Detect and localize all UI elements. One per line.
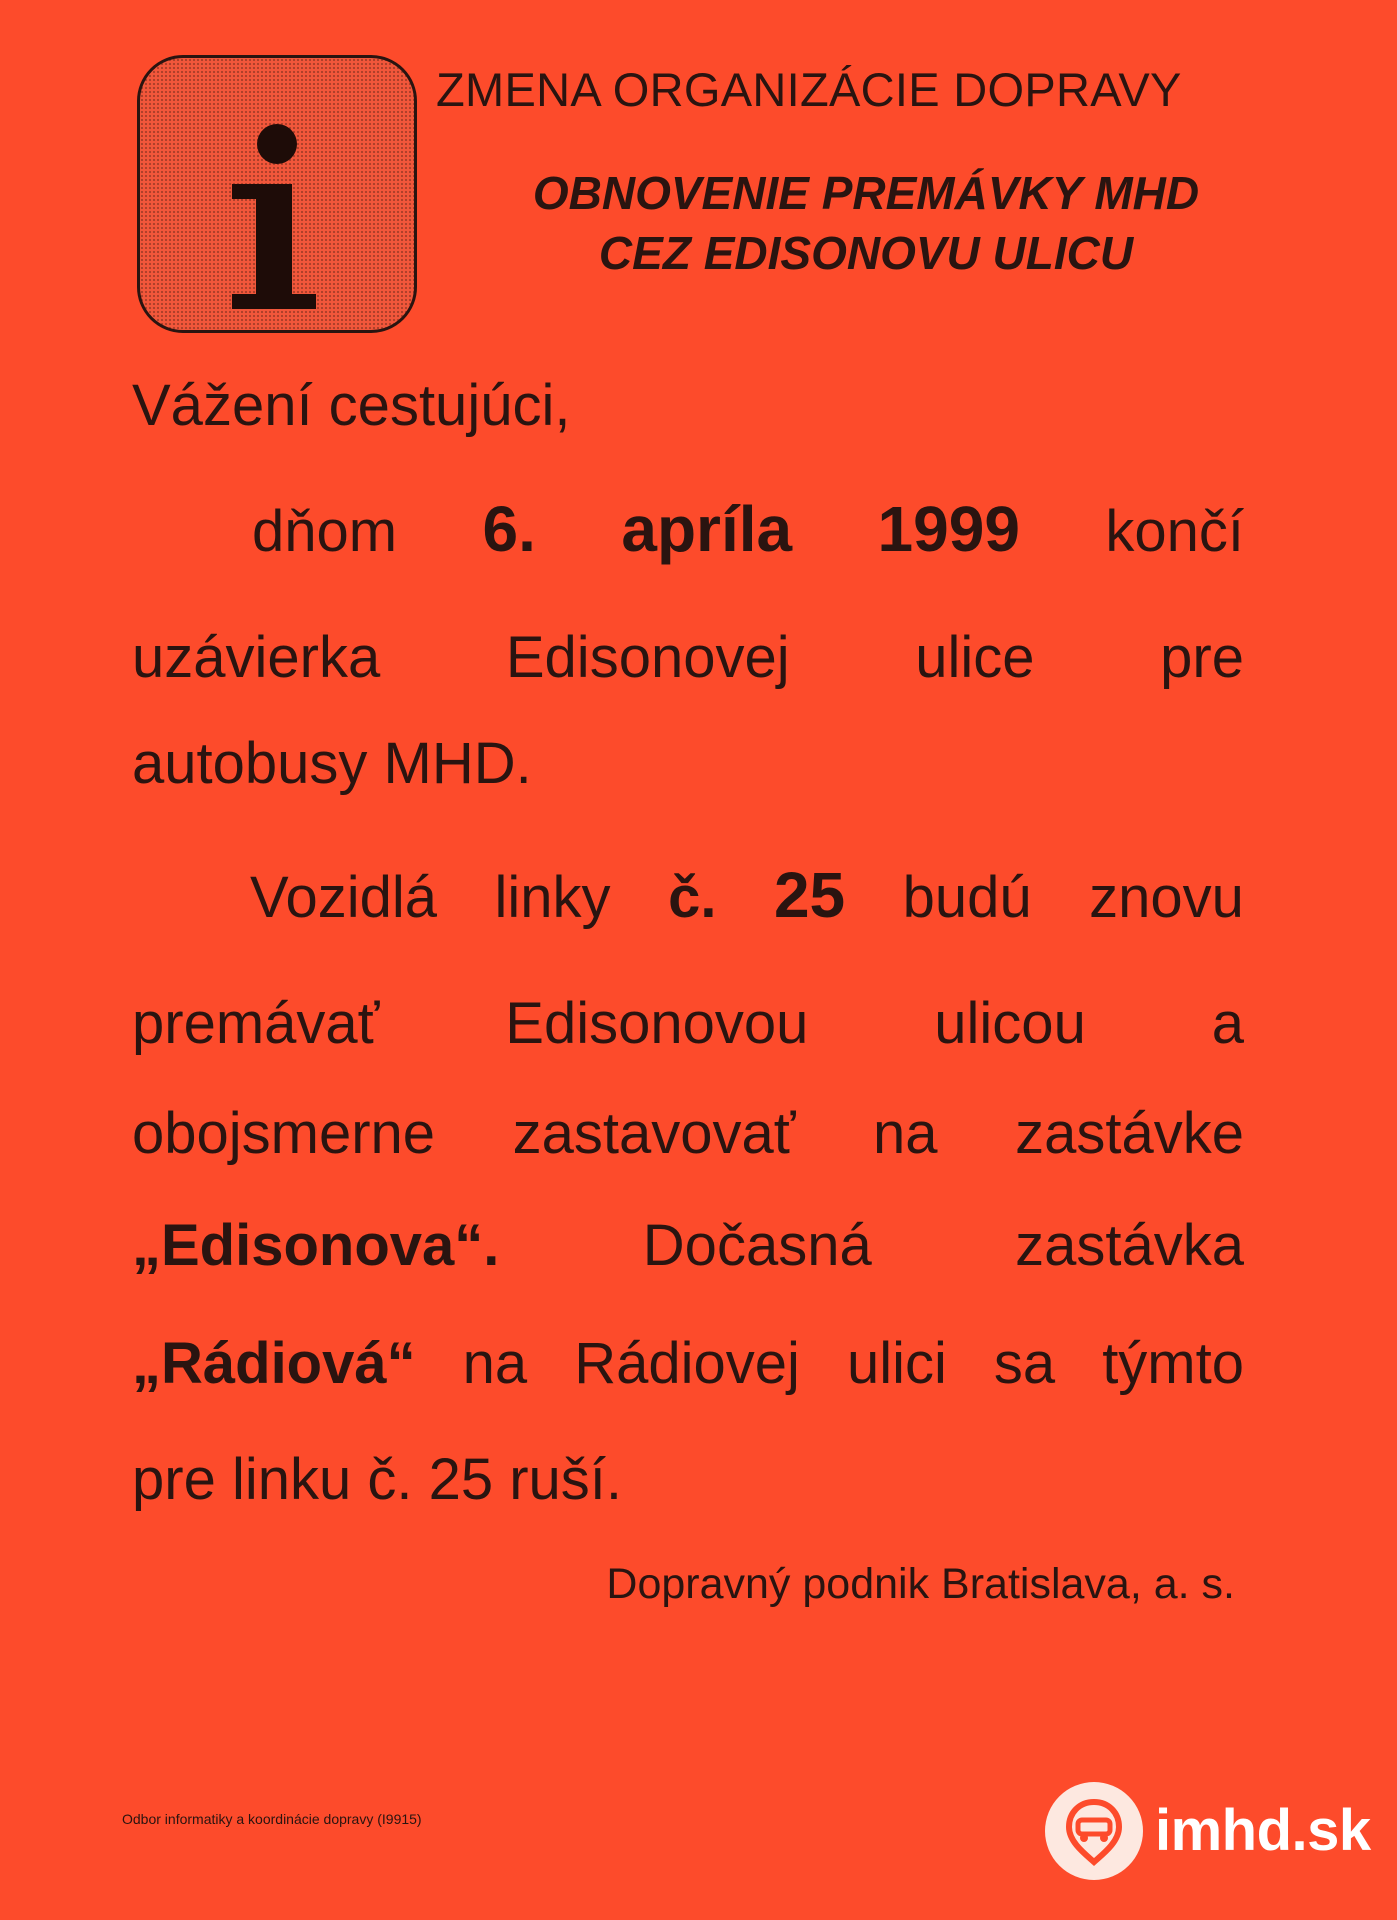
info-icon bbox=[140, 58, 414, 330]
p1-line2: uzávierka Edisonovej ulice pre bbox=[132, 625, 1244, 690]
p2-line3: obojsmerne zastavovať na zastávke bbox=[132, 1101, 1244, 1166]
p2-line6: pre linku č. 25 ruší. bbox=[132, 1447, 622, 1512]
footnote: Odbor informatiky a koordinácie dopravy (I9915) bbox=[122, 1811, 422, 1827]
info-badge bbox=[137, 55, 417, 333]
imhd-logo-icon bbox=[1045, 1782, 1143, 1880]
p1-line1: dňom 6. apríla 1999 končí bbox=[252, 493, 1244, 565]
notice-subtitle-line2: CEZ EDISONOVU ULICU bbox=[598, 227, 1134, 279]
imhd-logo-text[interactable]: imhd.sk bbox=[1155, 1798, 1371, 1863]
p2-line5: „Rádiová“ na Rádiovej ulici sa týmto bbox=[132, 1331, 1244, 1396]
salutation: Vážení cestujúci, bbox=[132, 373, 571, 438]
notice-subtitle-line1: OBNOVENIE PREMÁVKY MHD bbox=[532, 167, 1200, 219]
p2-line4: „Edisonova“. Dočasná zastávka bbox=[132, 1213, 1244, 1278]
p2-line2: premávať Edisonovou ulicou a bbox=[132, 991, 1244, 1056]
p2-line1: Vozidlá linky č. 25 budú znovu bbox=[250, 859, 1244, 931]
signature: Dopravný podnik Bratislava, a. s. bbox=[606, 1560, 1235, 1608]
notice-title: ZMENA ORGANIZÁCIE DOPRAVY bbox=[436, 63, 1182, 116]
p1-line3: autobusy MHD. bbox=[132, 731, 532, 796]
